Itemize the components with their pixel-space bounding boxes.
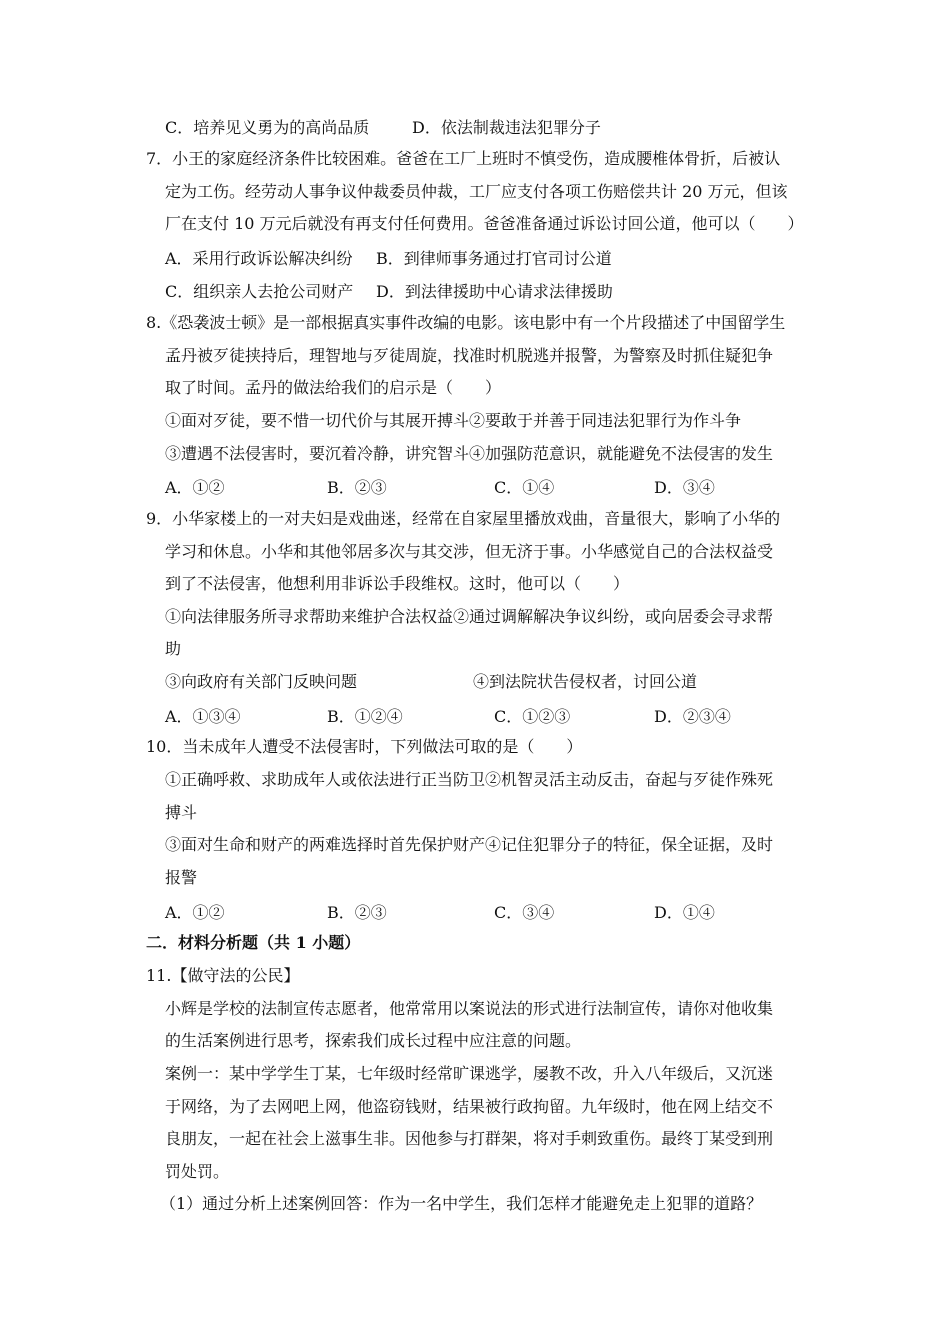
q10-option-b: B．②③ <box>327 903 387 922</box>
q11-intro-line-1: 小辉是学校的法制宣传志愿者，他常常用以案说法的形式进行法制宣传，请你对他收集 <box>165 999 774 1018</box>
q11-case1-line-3: 良朋友，一起在社会上滋事生非。因他参与打群架，将对手刺致重伤。最终丁某受到刑 <box>165 1129 774 1148</box>
q8-option-b: B．②③ <box>327 478 387 497</box>
q8-line-3: 取了时间。孟丹的做法给我们的启示是（ ） <box>165 378 502 397</box>
section-2-heading: 二．材料分析题（共 1 小题） <box>146 933 361 952</box>
q9-line-3: 到了不法侵害，他想利用非诉讼手段维权。这时，他可以（ ） <box>165 574 630 593</box>
q9-line-2: 学习和休息。小华和其他邻居多次与其交涉，但无济于事。小华感觉自己的合法权益受 <box>165 542 774 561</box>
q11-case1-line-1: 案例一：某中学学生丁某，七年级时经常旷课逃学，屡教不改，升入八年级后，又沉迷 <box>165 1064 774 1083</box>
q8-option-d: D．③④ <box>654 478 715 497</box>
q10-statement-1-cont: 搏斗 <box>165 803 198 822</box>
q9-option-a: A．①③④ <box>165 707 241 726</box>
q9-statement-3: ③向政府有关部门反映问题 <box>165 672 358 691</box>
q8-statement-1: ①面对歹徒，要不惜一切代价与其展开搏斗②要敢于并善于同违法犯罪行为作斗争 <box>165 411 742 430</box>
q7-line-1: 7．小王的家庭经济条件比较困难。爸爸在工厂上班时不慎受伤，造成腰椎体骨折，后被认 <box>146 149 781 168</box>
q8-line-2: 孟丹被歹徒挟持后，理智地与歹徒周旋，找准时机脱逃并报警，为警察及时抓住疑犯争 <box>165 346 774 365</box>
q11-subquestion-1: （1）通过分析上述案例回答：作为一名中学生，我们怎样才能避免走上犯罪的道路？ <box>160 1194 763 1213</box>
q8-option-a: A．①② <box>165 478 225 497</box>
q7-option-a: A．采用行政诉讼解决纠纷 <box>165 249 353 268</box>
q9-statement-4: ④到法院状告侵权者，讨回公道 <box>473 672 698 691</box>
q8-option-c: C．①④ <box>494 478 555 497</box>
q9-option-d: D．②③④ <box>654 707 731 726</box>
q7-option-c: C．组织亲人去抢公司财产 <box>165 282 354 301</box>
q9-option-b: B．①②④ <box>327 707 403 726</box>
q7-option-b: B．到律师事务通过打官司讨公道 <box>376 249 612 268</box>
q6-option-d: D．依法制裁违法犯罪分子 <box>412 118 601 137</box>
q7-line-2: 定为工伤。经劳动人事争议仲裁委员仲裁，工厂应支付各项工伤赔偿共计 20 万元，但该 <box>165 182 788 201</box>
q7-line-3: 厂在支付 10 万元后就没有再支付任何费用。爸爸准备通过诉讼讨回公道，他可以（ ） <box>165 214 804 233</box>
q7-option-d: D．到法律援助中心请求法律援助 <box>376 282 613 301</box>
q10-option-c: C．③④ <box>494 903 555 922</box>
q6-option-c: C．培养见义勇为的高尚品质 <box>165 118 370 137</box>
q9-statement-1-cont: 助 <box>165 639 182 658</box>
q10-line-1: 10．当未成年人遭受不法侵害时，下列做法可取的是（ ） <box>146 737 583 756</box>
q10-option-d: D．①④ <box>654 903 715 922</box>
q10-option-a: A．①② <box>165 903 225 922</box>
q9-line-1: 9．小华家楼上的一对夫妇是戏曲迷，经常在自家屋里播放戏曲，音量很大，影响了小华的 <box>146 509 781 528</box>
q11-title: 11.【做守法的公民】 <box>146 966 300 985</box>
q10-statement-1: ①正确呼救、求助成年人或依法进行正当防卫②机智灵活主动反击，奋起与歹徒作殊死 <box>165 770 774 789</box>
q10-statement-2: ③面对生命和财产的两难选择时首先保护财产④记住犯罪分子的特征，保全证据，及时 <box>165 835 774 854</box>
q9-option-c: C．①②③ <box>494 707 571 726</box>
q8-statement-2: ③遭遇不法侵害时，要沉着冷静，讲究智斗④加强防范意识，就能避免不法侵害的发生 <box>165 444 774 463</box>
q9-statement-1: ①向法律服务所寻求帮助来维护合法权益②通过调解解决争议纠纷，或向居委会寻求帮 <box>165 607 774 626</box>
q10-statement-2-cont: 报警 <box>165 868 198 887</box>
q8-line-1: 8.《恐袭波士顿》是一部根据真实事件改编的电影。该电影中有一个片段描述了中国留学生 <box>146 313 786 332</box>
q11-case1-line-2: 于网络，为了去网吧上网，他盗窃钱财，结果被行政拘留。九年级时，他在网上结交不 <box>165 1097 774 1116</box>
q11-case1-line-4: 罚处罚。 <box>165 1162 230 1181</box>
q11-intro-line-2: 的生活案例进行思考，探索我们成长过程中应注意的问题。 <box>165 1031 582 1050</box>
